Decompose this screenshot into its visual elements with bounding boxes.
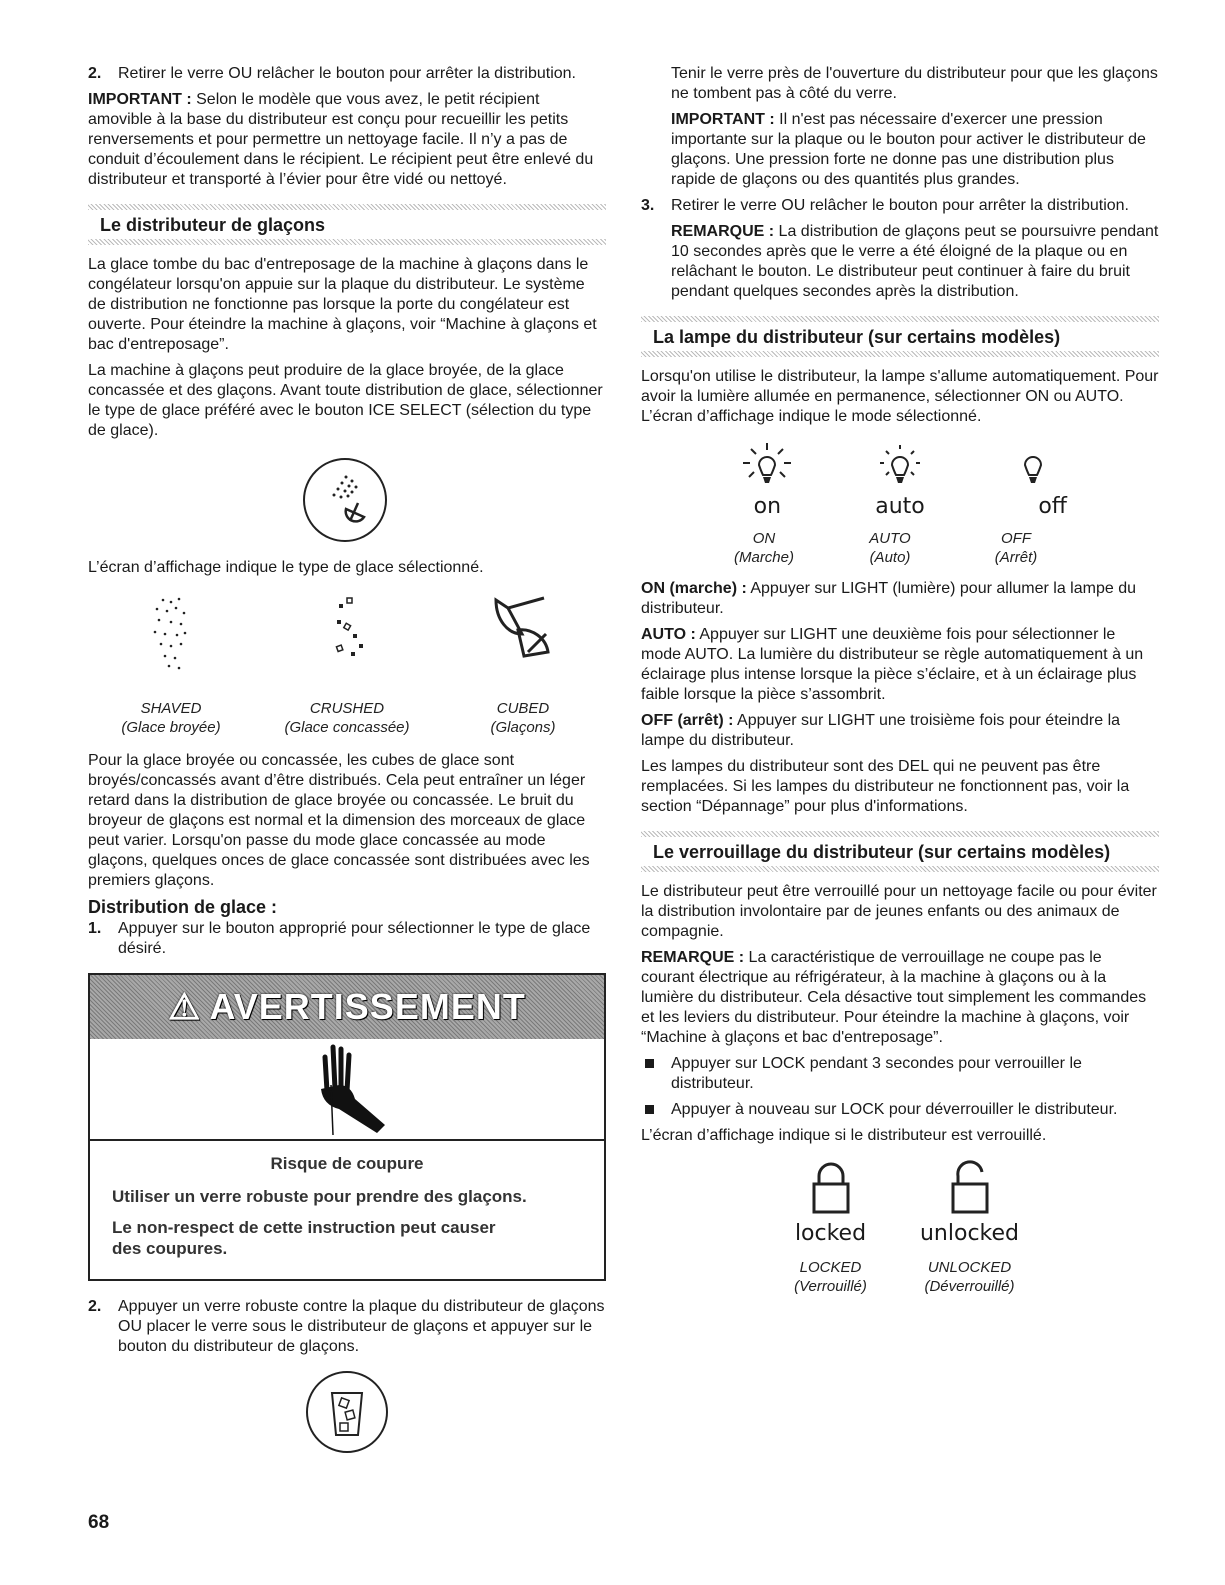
step-2: 2. Retirer le verre OU relâcher le bouton pour arrêter la distribution. [88,65,576,82]
auto-definition: AUTO : Appuyer sur LIGHT une deuxième fois pour sélectionner le mode AUTO. La lumière du distributeur se règle automatiquement à un éclairage plus intense lorsque la pièce s’éclaire, et à un éclairage plus faible lorsque la pièce s’assombrit. [641,626,1144,703]
glass-dispenser-icon [88,1367,606,1462]
lock-mode-unlocked: unlocked [915,1160,1025,1246]
step-2b: 2. Appuyer un verre robuste contre la plaque du distributeur de glaçons OU placer le verre sous le distributeur de glaçons et appuyer sur le bouton du distributeur de glaçons. [88,1298,605,1355]
section-title: Le verrouillage du distributeur (sur certains modèles) [653,842,1111,862]
lock-open-icon [945,1160,995,1216]
important-note: IMPORTANT : Selon le modèle que vous avez, le petit récipient amovible à la base du distributeur est conçu pour recueillir les petits renversements et pour permettre un nettoyage facile. Il n’y a pas de conduit d’écoulement dans le récipient. Le récipient peut être enlevé du distributeur et transporté à l’évier pour être vidé ou nettoyé. [88,91,594,188]
warning-triangle-icon: ⚠ [168,986,202,1027]
ice-cube-icon [488,594,558,674]
section-ice-dispenser [88,204,606,245]
lamp-mode-off: off [978,441,1088,519]
warning-box [88,973,606,1281]
lamp-mode-auto: auto [845,441,955,519]
ice-type-crushed: CRUSHED (Glace concassée) [262,594,432,737]
step-3: 3. Retirer le verre OU relâcher le bouton pour arrêter la distribution. [641,197,1129,214]
lock-mode-row [761,1160,1039,1246]
display-note: L’écran d’affichage indique le type de glace sélectionné. [88,559,484,576]
off-definition: OFF (arrêt) : Appuyer sur LIGHT une troisième fois pour éteindre la lampe du distributeur. [641,712,1121,749]
right-column [641,64,1159,1296]
ice-type-row [88,594,606,737]
paragraph: Pour la glace broyée ou concassée, les cubes de glace sont broyés/concassés avant d’être distribués. Cela peut entraîner un léger retard dans la distribution de glace broyée ou concassée. Le bruit du broyeur de glaçons est normal et la dimension des morceaux de glace peut varier. Lorsqu'on passe du mode glace concassée au mode glaçons, quelques onces de glace concassée sont distribuées avec les premiers glaçons. [88,752,590,889]
paragraph: La machine à glaçons peut produire de la glace broyée, de la glace concassée et des glaçons. Avant toute distribution de glace, sélectionner le type de glace préféré avec le bouton ICE SELECT (sélection du type de glace). [88,362,603,439]
list-item: Appuyer à nouveau sur LOCK pour déverrouiller le distributeur. [641,1100,1159,1120]
bulb-on-icon [737,441,797,489]
list-item: Appuyer sur LOCK pendant 3 secondes pour verrouiller le distributeur. [641,1054,1159,1094]
paragraph: Lorsqu'on utilise le distributeur, la lampe s'allume automatiquement. Pour avoir la lumière allumée en permanence, sélectionner ON ou AUTO. L’écran d’affichage indique le mode sélectionné. [641,368,1159,425]
ice-type-shaved: SHAVED (Glace broyée) [96,594,246,737]
warning-body: Risque de coupure Utiliser un verre robuste pour prendre des glaçons. Le non-respect de cette instruction peut causer des coupures. [112,1154,527,1258]
lamp-mode-row [701,441,1099,519]
paragraph: Les lampes du distributeur sont des DEL qui ne peuvent pas être remplacées. Si les lampes du distributeur ne fonctionnent pas, voir la section “Dépannage” pour plus d'informations. [641,758,1130,815]
remark-2: REMARQUE : La caractéristique de verrouillage ne coupe pas le courant électrique au réfrigérateur, à la machine à glaçons ou à la lumière du distributeur. Cela désactive tout simplement les commandes et les leviers du distributeur. Pour éteindre la machine à glaçons, voir “Machine à glaçons et bac d'entreposage”. [641,949,1147,1046]
page-number: 68 [88,1512,110,1533]
lock-caption-row: LOCKED (Verrouillé) UNLOCKED (Déverrouillé) [794,1259,1015,1295]
bulb-off-icon [1003,441,1063,489]
shaved-ice-icon [141,594,201,674]
warning-header: ⚠ AVERTISSEMENT [90,975,604,1039]
section-title: La lampe du distributeur (sur certains modèles) [653,327,1061,347]
ice-type-cubed: CUBED (Glaçons) [448,594,598,737]
paragraph: La glace tombe du bac d'entreposage de la machine à glaçons dans le congélateur lorsqu'on appuie sur la plaque du distributeur. Le système de distribution ne fonctionne pas lorsque la porte du congélateur est ouverte. Pour éteindre la machine à glaçons, voir “Machine à glaçons et bac d'entreposage”. [88,256,597,353]
section-title: Le distributeur de glaçons [100,215,326,235]
step-1: 1. Appuyer sur le bouton approprié pour sélectionner le type de glace désiré. [88,920,591,957]
cut-hand-icon [295,1039,395,1139]
lock-closed-icon [806,1160,856,1216]
important-note-2: IMPORTANT : Il n'est pas nécessaire d'exercer une pression importante sur la plaque ou le bouton pour activer le distributeur de glaçons. Une pression forte ne donne pas une distribution plus rapide de glaçons ou des quantités plus grandes. [671,111,1146,188]
cut-hazard-illustration [90,1039,604,1141]
section-lock [641,831,1159,872]
lock-mode-locked: locked [776,1160,886,1246]
bulb-auto-icon [870,441,930,489]
on-definition: ON (marche) : Appuyer sur LIGHT (lumière) pour allumer la lampe du distributeur. [641,580,1136,617]
crushed-ice-icon [317,594,377,674]
left-column [88,64,606,1462]
remark-1: REMARQUE : La distribution de glaçons peut se poursuivre pendant 10 secondes après que le verre a été éloigné de la plaque ou en relâchant le bouton. Le distributeur peut continuer à faire du bruit pendant quelques secondes après la distribution. [671,223,1159,300]
hold-text: Tenir le verre près de l'ouverture du distributeur pour que les glaçons ne tombent pas à côté du verre. [671,65,1158,102]
dist-heading: Distribution de glace : [88,897,278,917]
paragraph: Le distributeur peut être verrouillé pour un nettoyage facile ou pour éviter la distribution involontaire par de jeunes enfants ou des animaux de compagnie. [641,883,1157,940]
lock-note: L’écran d’affichage indique si le distributeur est verrouillé. [641,1127,1047,1144]
ice-select-button-icon [88,455,606,550]
lamp-caption-row: ON (Marche) AUTO (Auto) OFF (Arrêt) [733,530,1038,566]
section-lamp [641,316,1159,357]
lamp-mode-on: on [712,441,822,519]
